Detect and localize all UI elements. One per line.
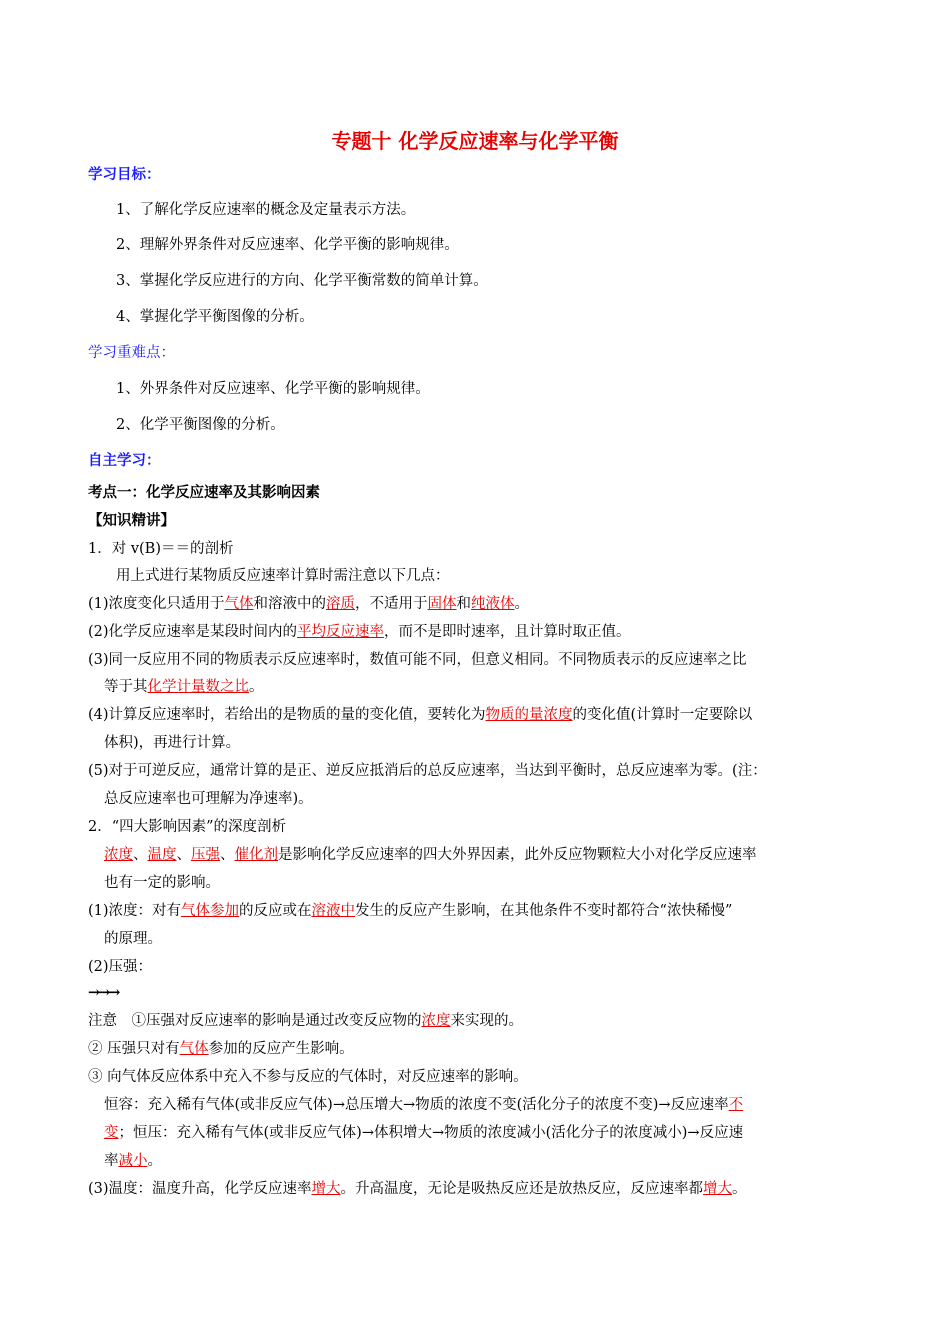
note-1 [88, 1011, 523, 1031]
answer-blank: 溶液中 [311, 903, 356, 919]
text: (1)浓度：对有 [88, 903, 182, 919]
goal-item: 3、掌握化学反应进行的方向、化学平衡常数的简单计算。 [116, 273, 488, 289]
answer-blank: 增大 [311, 1181, 341, 1197]
knowledge-heading: 【知识精讲】 [88, 513, 175, 529]
answer-blank: 压强 [191, 847, 220, 863]
goal-item: 4、掌握化学平衡图像的分析。 [116, 309, 314, 325]
text: 和 [456, 596, 472, 612]
temperature-line [88, 1179, 747, 1199]
factors-line [104, 845, 757, 865]
text: 、 [220, 847, 235, 863]
paragraph-5: (5)对于可逆反应，通常计算的是正、逆反应抵消后的总反应速率，当达到平衡时，总反应速率为零。(注： [88, 763, 767, 779]
text: 注意 ①压强对反应速率的影响是通过改变反应物的 [88, 1013, 422, 1029]
paragraph-5-cont: 总反应速率也可理解为净速率)。 [104, 791, 313, 807]
answer-blank: 增大 [703, 1181, 733, 1197]
answer-blank: 催化剂 [234, 847, 278, 863]
text: 。 [147, 1153, 162, 1169]
answer-blank: 温度 [147, 847, 177, 863]
concentration-line [88, 901, 732, 921]
text: ；恒压：充入稀有气体(或非反应气体)→体积增大→物质的浓度减小(活化分子的浓度减小)→反应速 [118, 1125, 744, 1141]
paragraph-4-cont: 体积)，再进行计算。 [104, 735, 241, 751]
key-item: 2、化学平衡图像的分析。 [116, 417, 285, 433]
key-heading: 学习重难点： [88, 345, 175, 361]
text: 。升高温度，无论是吸热反应还是放热反应，反应速率都 [340, 1181, 704, 1197]
paragraph-3: (3)同一反应用不同的物质表示反应速率时，数值可能不同，但意义相同。不同物质表示的反应速率之比 [88, 652, 747, 668]
paragraph-4 [88, 705, 752, 725]
constant-volume-line [104, 1095, 743, 1115]
answer-blank: 溶质 [326, 596, 356, 612]
answer-blank: 物质的量浓度 [485, 707, 573, 723]
answer-blank: 减小 [118, 1153, 148, 1169]
section-1-heading: 1．对 v(B)＝＝的剖析 [88, 541, 234, 557]
text: 来实现的。 [450, 1013, 523, 1029]
note-2 [88, 1039, 354, 1059]
pressure-line: (2)压强： [88, 959, 153, 975]
answer-blank: 浓度 [104, 847, 133, 863]
goal-item: 2、理解外界条件对反应速率、化学平衡的影响规律。 [116, 237, 459, 253]
paragraph-2 [88, 622, 631, 642]
note-3: ③ 向气体反应体系中充入不参与反应的气体时，对反应速率的影响。 [88, 1069, 528, 1085]
answer-blank: 浓度 [421, 1013, 451, 1029]
text: 的反应或在 [239, 903, 312, 919]
answer-blank: 固体 [427, 596, 457, 612]
page-title: 专题十 化学反应速率与化学平衡 [331, 129, 619, 153]
text: 和溶液中的 [253, 596, 327, 612]
text: 、 [176, 847, 191, 863]
answer-blank: 气体参加 [181, 903, 240, 919]
answer-blank: 气体 [179, 1041, 209, 1057]
text: 。 [732, 1181, 747, 1197]
text: 参加的反应产生影响。 [208, 1041, 354, 1057]
constant-pressure-line-cont [104, 1151, 162, 1171]
self-study-heading: 自主学习： [88, 453, 161, 469]
text: 、 [133, 847, 148, 863]
text: 等于其 [104, 679, 148, 695]
section-1-intro: 用上式进行某物质反应速率计算时需注意以下几点： [116, 568, 450, 584]
paragraph-1 [88, 594, 529, 614]
text: 的变化值(计算时一定要除以 [572, 707, 753, 723]
paragraph-3-cont [104, 677, 264, 697]
goals-heading: 学习目标： [88, 167, 161, 183]
arrow-diagram: →→→ [88, 984, 119, 1001]
answer-blank: 气体 [224, 596, 254, 612]
text: (4)计算反应速率时，若给出的是物质的量的变化值，要转化为 [88, 707, 486, 723]
text: 。 [249, 679, 264, 695]
answer-blank: 不 [728, 1097, 744, 1113]
key-item: 1、外界条件对反应速率、化学平衡的影响规律。 [116, 381, 430, 397]
text: (3)温度：温度升高，化学反应速率 [88, 1181, 312, 1197]
answer-blank: 纯液体 [471, 596, 515, 612]
text: 率 [104, 1153, 119, 1169]
text: 发生的反应产生影响，在其他条件不变时都符合“浓快稀慢” [355, 903, 733, 919]
text: ，不适用于 [355, 596, 428, 612]
concentration-line-cont: 的原理。 [104, 931, 162, 947]
answer-blank: 化学计量数之比 [147, 679, 249, 695]
section-2-heading: 2．“四大影响因素”的深度剖析 [88, 819, 287, 835]
text: 恒容：充入稀有气体(或非反应气体)→总压增大→物质的浓度不变(活化分子的浓度不变)→反应速率 [104, 1097, 729, 1113]
text: (1)浓度变化只适用于 [88, 596, 225, 612]
text: 是影响化学反应速率的四大外界因素，此外反应物颗粒大小对化学反应速率 [278, 847, 757, 863]
text: ，而不是即时速率，且计算时取正值。 [384, 624, 631, 640]
text: 。 [514, 596, 530, 612]
constant-pressure-line [104, 1123, 743, 1143]
answer-blank: 平均反应速率 [297, 624, 385, 640]
text: ② 压强只对有 [88, 1041, 180, 1057]
answer-blank: 变 [104, 1125, 119, 1141]
factors-line-cont: 也有一定的影响。 [104, 875, 220, 891]
topic-heading: 考点一：化学反应速率及其影响因素 [88, 485, 320, 501]
text: (2)化学反应速率是某段时间内的 [88, 624, 298, 640]
goal-item: 1、了解化学反应速率的概念及定量表示方法。 [116, 202, 416, 218]
